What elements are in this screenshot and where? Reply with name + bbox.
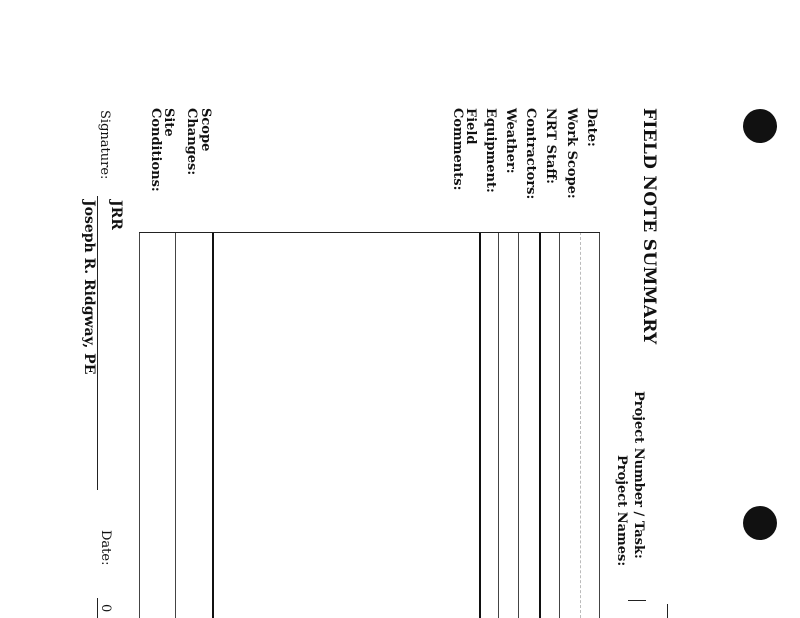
changes-label: Changes: [184,108,199,176]
work-scope-label: Work Scope: [564,108,579,199]
weather-entry-line[interactable] [498,232,499,618]
weather-label: Weather: [503,108,518,174]
scope-changes-entry-line[interactable] [175,232,176,618]
signature-line[interactable] [97,196,98,490]
project-number-line [628,600,646,601]
staff-label: NRT Staff: [543,108,558,184]
form-title: FIELD NOTE SUMMARY [639,108,659,345]
site-label: Site [161,108,176,137]
grid-top-border [139,232,600,233]
initials: JRR [108,200,124,230]
project-number-underline [667,604,668,618]
date-entry-line[interactable] [599,232,600,618]
conditions-label: Conditions: [148,108,163,192]
field-label: Field [463,108,478,145]
signature-date-value: 0 [98,604,113,613]
signature-label: Signature: [97,110,112,180]
scope-label: Scope [198,108,213,152]
equipment-entry-line[interactable] [479,232,481,618]
date-entry-guide [580,232,581,618]
punch-hole-top [743,109,777,143]
contractors-label: Contractors: [523,108,538,200]
date-label: Date: [584,108,599,147]
comments-label: Comments: [450,108,465,191]
equipment-label: Equipment: [483,108,498,193]
comments-entry-line[interactable] [212,232,214,618]
project-number-label: Project Number / Task: [631,391,646,559]
work-scope-entry-line[interactable] [559,232,560,618]
staff-entry-line[interactable] [539,232,541,618]
signature-date-label: Date: [98,530,113,566]
site-conditions-entry-line[interactable] [139,232,140,618]
contractors-entry-line[interactable] [518,232,519,618]
signer-name: Joseph R. Ridgway, PE [81,200,97,375]
punch-hole-bottom [743,506,777,540]
project-names-label: Project Names: [614,455,629,567]
